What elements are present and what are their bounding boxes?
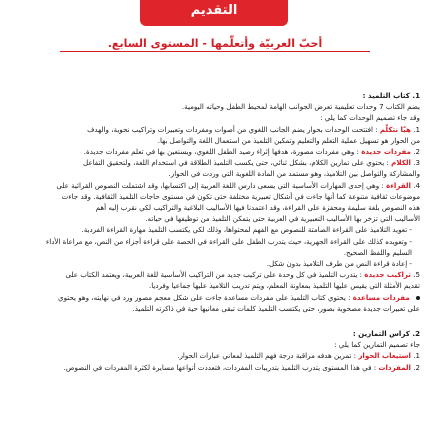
item-text: والمشاركة والتواصل بين التلاميذ، وهو مستمد من المادة اللغوية التي وردت في الحوار. bbox=[168, 169, 420, 179]
item-text: : يتدرب التلميذ في كل وحدة على تركيب جديد من التراكيب الأساسية للغة العربية، ويعتمد الكتاب على bbox=[65, 270, 363, 280]
item-text: الأساليب التي تزخر بها الأساليب التعبيرية في العربية حتى يتمكن التلميذ من توظيفها في حياته. bbox=[145, 214, 420, 224]
list-item bbox=[10, 124, 420, 135]
item-number: 2. bbox=[413, 147, 420, 157]
item-text: : يحتوي على تمارين الكلام، بشكل ثنائي، حتى يكسب التلميذ الطلاقة في استخدام اللغة، ولتحقيق التفاعل bbox=[83, 158, 389, 168]
dash-item bbox=[10, 247, 420, 258]
list-item bbox=[10, 303, 420, 314]
note-item: - إعادة قراءة النص من طرف التلاميذ بدون شكل. bbox=[266, 259, 412, 269]
spacer bbox=[10, 314, 420, 328]
note-text: إعادة قراءة النص من طرف التلاميذ بدون شكل. bbox=[266, 259, 408, 269]
list-item bbox=[10, 350, 420, 361]
list-item bbox=[10, 202, 420, 213]
item-text: : تمرين هدفه مراقبة درجة فهم التلميذ لمعاني عبارات الحوار. bbox=[177, 351, 357, 361]
item-text: : في هذا المستوى يتدرب التلميذ بتدريبات المفردات، فتعددت أنواعها مسايرة لكثرة المفردات في النصوص. bbox=[63, 362, 377, 372]
list-item bbox=[10, 157, 420, 168]
item-label: استيعاب الحوار bbox=[358, 351, 411, 361]
body-text bbox=[10, 90, 420, 373]
list-item bbox=[10, 180, 420, 191]
list-item bbox=[10, 191, 420, 202]
item-text: : يحتوي كتاب التلميذ على مفردات مساعدة جاءت على شكل معجم مصور ورد في نهايته، وهو يحتوي bbox=[58, 292, 351, 302]
item-text: : وهي إحدى المهارات الأساسية التي يسعى دارس اللغة العربية إلى اكتسابها، وقد اشتملت النصوص القرائية على bbox=[56, 180, 384, 190]
paragraph-line: جاء تصميم التمارين كما يلي : bbox=[334, 340, 420, 350]
item-text: تقديم الأمثلة التي يقيس عليها التلميذ بمعاونة المعلم، ويتم تدريب التلاميذ عليها جماعيا وفرديا. bbox=[148, 281, 420, 291]
item-number: 5. bbox=[413, 270, 420, 280]
item-number: 1. bbox=[413, 124, 420, 134]
dash-item: - وتعويده كذلك على القراءة الجهرية، حيث يتدرب الطفل على القراءة في الحصة على قراءة أجزاء من النص، مع مراعاة الأداء bbox=[45, 236, 412, 246]
item-text: موضوعات ثقافية متنوعة كما أنها جاءت في أشكال تعبيرية مختلفة حتى تكون في مستوى حاجات التلميذ الثقافية. وقد جاءت bbox=[61, 191, 420, 201]
paragraph-line: يضم الكتاب 7 وحدات تعليمية تعرض الجوانب الهامة لمحيط الطفل وحياته اليومية. bbox=[181, 102, 420, 112]
page-title: أحبّ العربيّة وأتعلّمها - المستوى السابع. bbox=[60, 37, 370, 52]
item-number: 4. bbox=[413, 180, 420, 190]
dash-item-text: السليم واللفظ الصحيح. bbox=[343, 247, 412, 257]
item-label: الكلام bbox=[391, 158, 411, 168]
item-label: تراكيب جديدة bbox=[364, 270, 411, 280]
dash-item: - تعويد التلاميذ على القراءة الصامتة للنصوص مع الفهم لمحتواها، وذلك لكي يكتسب التلميذ مهارة القراءة الفردية. bbox=[81, 225, 412, 235]
section-heading-student-book: 1. كتاب التلميذ : bbox=[362, 91, 420, 100]
list-item bbox=[10, 135, 420, 146]
dash-item-text: تعويد التلاميذ على القراءة الصامتة للنصوص مع الفهم لمحتواها، وذلك لكي يكتسب التلميذ مهارة القراءة الفردية. bbox=[81, 225, 408, 235]
item-text: : افتتحت الوحدات بحوار يضم الجانب اللغوي من أصوات ومفردات وتعبيرات وتراكيب نحوية، والهدف bbox=[87, 124, 378, 134]
item-number: 1. bbox=[413, 351, 420, 361]
item-label: مفردات جديدة bbox=[361, 147, 411, 157]
list-item bbox=[10, 362, 420, 373]
dash-item-text: وتعويده كذلك على القراءة الجهرية، حيث يتدرب الطفل على القراءة في الحصة على قراءة أجزاء من النص، مع مراعاة الأداء bbox=[45, 236, 408, 246]
item-label: المفردات bbox=[378, 362, 411, 372]
item-text: من الحوار هو تسهيل عملية التعلم والتعليم وتمكين التلميذ من استعمال اللغة والتواصل بها. bbox=[157, 135, 420, 145]
paragraph-line: وقد جاء تصميم الوحدات كما يلي : bbox=[320, 113, 420, 123]
item-text: هذه النصوص بلغة سليمة ومحفزة على القراءة، وقد اعتمدنا فيها الأساليب البلاغية والتراكيب لكي نقرب إليه أهم bbox=[95, 203, 420, 213]
list-item bbox=[10, 292, 420, 303]
section-heading-workbook: 2. كراس التمارين : bbox=[352, 329, 420, 339]
item-label: القراءة bbox=[386, 180, 411, 190]
item-text: : وهي مفردات مصورة، هدفها إثراء رصيد الطفل اللغوي، ويستعين بها في تعلم مفردات جديدة. bbox=[83, 147, 359, 157]
item-label: هيّا نتكلّم bbox=[379, 124, 411, 134]
bullet-icon bbox=[416, 296, 420, 300]
list-item bbox=[10, 213, 420, 224]
list-item bbox=[10, 280, 420, 291]
list-item bbox=[10, 269, 420, 280]
list-item bbox=[10, 168, 420, 179]
item-text: على تعبيرات جديدة مصحوبة بصور، حتى يكتسب التلميذ كلمات تبقى معانيها حية في ذاكرته التلميذ. bbox=[132, 303, 420, 313]
item-number: 3. bbox=[413, 158, 420, 168]
item-number: 2. bbox=[413, 362, 420, 372]
header-banner: التقديم bbox=[140, 0, 288, 26]
list-item bbox=[10, 146, 420, 157]
item-label: مفردات مساعدة bbox=[352, 292, 410, 302]
